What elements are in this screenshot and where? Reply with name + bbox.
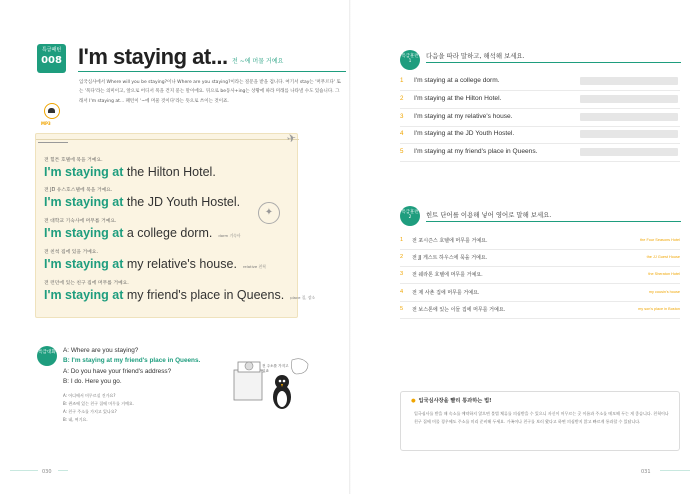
dialog-ko-line: A: 친구 주소를 가지고 있나요? (63, 409, 117, 414)
example-rest: the Hilton Hotel. (123, 165, 216, 179)
item-text: I'm staying at my relative's house. (414, 113, 513, 120)
item-text: I'm staying at the Hilton Hotel. (414, 95, 502, 102)
pattern-highlight: I'm staying at (44, 257, 124, 271)
item-text: 전 보스톤에 있는 이들 집에 머무를 거예요. (412, 307, 506, 313)
dialog-ko-line: B: 네, 여기요. (63, 417, 88, 422)
footer-line-right (660, 470, 690, 471)
item-number: 3 (400, 271, 404, 277)
dialog-line: B: I do. Here you go. (63, 377, 122, 385)
vocab-note: place 집, 장소 (290, 295, 316, 300)
practice-item (400, 95, 660, 105)
example-english (44, 288, 315, 302)
item-text: 전 제 사촌 집에 머무를 거예요. (412, 290, 480, 296)
item-number: 5 (400, 306, 404, 312)
item-divider (400, 143, 680, 144)
pattern-highlight: I'm staying at (44, 165, 124, 179)
example-rest: my friend's place in Queens. (123, 288, 285, 302)
dialog-line: B: I'm staying at my friend's place in Queens. (63, 357, 201, 365)
example-item (44, 217, 240, 240)
item-number: 1 (400, 77, 404, 84)
practice-item (400, 113, 660, 123)
answer-blank[interactable] (580, 95, 678, 103)
item-text: I'm staying at my friend's place in Queens. (414, 148, 538, 155)
example-english (44, 165, 216, 179)
headphones-icon[interactable] (44, 103, 60, 119)
example-rest: the JD Youth Hostel. (123, 195, 241, 209)
item-divider (400, 90, 680, 91)
example-item (44, 186, 240, 209)
item-number: 5 (400, 148, 404, 155)
practice-header-line (426, 62, 681, 63)
example-english (44, 195, 240, 209)
examples-card (35, 131, 316, 318)
lesson-subtitle: 전 ~에 머물 거예요 (232, 58, 284, 65)
dialog-english (63, 346, 200, 387)
item-number: 3 (400, 113, 404, 120)
footer-line-left (10, 470, 38, 471)
penguin-cartoon-illustration (232, 342, 312, 412)
translate-item (400, 271, 680, 281)
dialog-ko-line: B: 퀸즈에 있는 친구 집에 머무를 거예요. (63, 401, 134, 406)
example-korean: 전 친척 집에 있을 거예요. (44, 250, 98, 255)
item-divider (400, 266, 680, 267)
lesson-title: I'm staying at... (78, 44, 228, 69)
example-english (44, 257, 266, 271)
tip-body: 입국심사를 받을 때 숙소를 예약하지 않으면 불법 체류를 의심받을 수 있으니 자신이 머무르는 곳 이름과 주소를 메모해 두는 게 좋습니다. 친척이나 친구 집에 머물 경우에도 주소를 미리 준비해 두세요. 가족이나 친구를 보러 왔다고 하면 의심받지 않고 빠르게 통과할 수 있답니다. (414, 411, 669, 424)
page-number-right: 031 (641, 469, 651, 475)
practice-item (400, 77, 660, 87)
arrow-line (38, 142, 68, 143)
pattern-badge-label: 특급패턴 (41, 47, 62, 53)
item-divider (400, 108, 680, 109)
item-divider (400, 249, 680, 250)
practice-item (400, 130, 660, 140)
example-korean: 전 JD 유스호스텔에 묵을 거예요. (44, 188, 113, 193)
airplane-icon: ✈ (285, 131, 298, 146)
example-rest: a college dorm. (123, 226, 213, 240)
title-underline (78, 71, 346, 72)
item-hint: my cousin's house (648, 290, 680, 294)
answer-blank[interactable] (580, 113, 678, 121)
book-gutter (349, 0, 351, 494)
item-divider (400, 318, 680, 319)
example-item (44, 248, 266, 271)
item-text: I'm staying at a college dorm. (414, 77, 500, 84)
pattern-highlight: I'm staying at (44, 195, 124, 209)
pattern-badge (37, 44, 66, 73)
item-divider (400, 283, 680, 284)
example-rest: my relative's house. (123, 257, 237, 271)
item-hint: the Four Seasons Hotel (640, 238, 680, 242)
item-text: 전 JJ 게스트 하우스에 묵을 거예요. (412, 255, 488, 261)
item-hint: the Sheraton Hotel (648, 272, 680, 276)
example-item (44, 156, 216, 179)
practice-badge: 특급훈련 1 (400, 50, 420, 70)
translate-instruction: 힌트 단어를 이용해 넣어 영어로 말해 보세요. (426, 211, 552, 219)
tip-title: ● 입국심사장을 빨리 통과하는 법! (411, 397, 491, 404)
item-hint: my son's place in Boston (638, 307, 680, 311)
pattern-highlight: I'm staying at (44, 226, 124, 240)
translate-header-line (426, 221, 681, 222)
mp3-label: MP3 (41, 121, 51, 126)
example-english (44, 226, 240, 240)
answer-blank[interactable] (580, 148, 678, 156)
dialog-ko-line: A: 어디에서 머무르실 건가요? (63, 393, 116, 398)
footer-accent-left (58, 470, 68, 471)
item-text: 전 포시즌스 호텔에 머무를 거예요. (412, 238, 488, 244)
speech-bubble-text: 전 주소를 가지고 있죠 (262, 364, 289, 374)
item-divider (400, 126, 680, 127)
example-korean: 전 대학교 기숙사에 머무를 거예요. (44, 219, 117, 224)
item-number: 2 (400, 254, 404, 260)
intro-paragraph: 입국심사에서 Where will you be staying?이나 Where are you staying?이라는 질문을 받을 겁니다. 여기서 stay는 '머무르다' 또는 '묵다'라는 의미이고, 앞으로 어디서 묵을 건지 묻는 말이에요. 뒤으로 be동사+ing는 상황에 따라 미래를 나타낼 수도 있습니다. 그래서 I'm staying at... 패턴이 '~에 머물 것이다'라는 뜻으로 쓰이는 것이죠. (79, 80, 341, 104)
vocab-note: dorm 기숙사 (218, 233, 241, 238)
answer-blank[interactable] (580, 77, 678, 85)
dialog-korean (63, 392, 134, 424)
item-text: I'm staying at the JD Youth Hostel. (414, 130, 515, 137)
item-divider (400, 301, 680, 302)
item-number: 4 (400, 289, 404, 295)
page-number-left: 030 (42, 469, 52, 475)
card-top-line (36, 139, 299, 140)
item-number: 2 (400, 95, 404, 102)
pattern-highlight: I'm staying at (44, 288, 124, 302)
dialog-line: A: Where are you staying? (63, 347, 139, 354)
example-korean: 전 힐튼 호텔에 묵을 거예요. (44, 158, 103, 163)
item-divider (400, 161, 680, 162)
translate-item (400, 306, 680, 316)
item-number: 4 (400, 130, 404, 137)
item-hint: the JJ Guest House (646, 255, 680, 259)
dialog-badge: 특급대화 (37, 346, 57, 366)
translate-item (400, 237, 680, 247)
translate-badge: 특급훈련 2 (400, 206, 420, 226)
practice-item (400, 148, 660, 158)
pattern-badge-number: 008 (41, 54, 62, 66)
item-text: 전 쉐라톤 호텔에 머무를 거예요. (412, 272, 483, 278)
example-korean: 전 런던에 있는 친구 집에 머무를 거예요. (44, 281, 129, 286)
tip-box (400, 391, 680, 451)
answer-blank[interactable] (580, 130, 678, 138)
vocab-note: relative 친척 (242, 264, 266, 269)
example-item (44, 279, 315, 302)
practice-instruction: 다음을 따라 말하고, 해석해 보세요. (426, 52, 525, 60)
passport-stamp-icon: ✦ (258, 202, 280, 224)
translate-item (400, 289, 680, 299)
item-number: 1 (400, 237, 404, 243)
dialog-line: A: Do you have your friend's address? (63, 367, 172, 375)
translate-item (400, 254, 680, 264)
